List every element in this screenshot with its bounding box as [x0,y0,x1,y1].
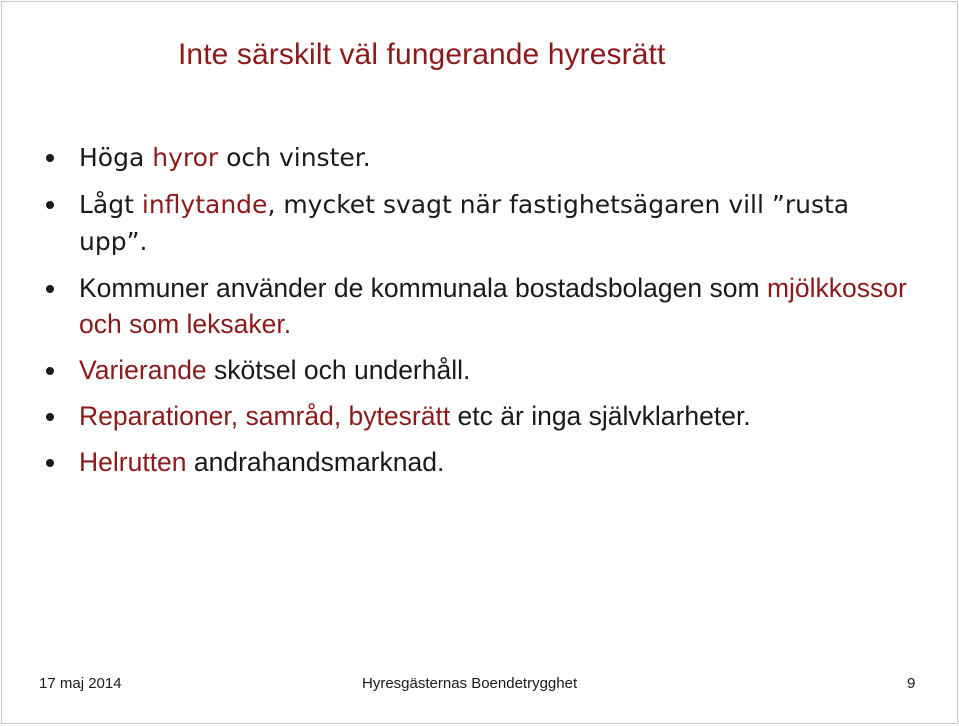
bullet-text: andrahandsmarknad. [186,447,445,477]
bullet-list [42,139,922,490]
bullet-item [42,139,922,176]
bullet-text: Kommuner använder de kommunala bostadsbolagen som [79,273,767,303]
bullet-text-highlight: Varierande [79,355,207,385]
bullet-text-highlight: inflytande [141,190,268,219]
bullet-text-highlight: Helrutten [79,447,187,477]
bullet-item [42,186,922,260]
bullet-text: etc är inga självklarheter. [450,401,751,431]
footer-organization: Hyresgästernas Boendetrygghet [362,675,578,692]
bullet-item [42,398,922,434]
bullet-dot-icon [46,285,54,293]
bullet-dot-icon [46,154,54,162]
bullet-item [42,352,922,388]
bullet-text-highlight: mjölkkossor och som leksaker. [79,273,907,339]
bullet-text: , mycket svagt när fastighetsägaren vill ”rusta upp”. [79,190,850,256]
bullet-text: Lågt [79,190,142,219]
bullet-dot-icon [46,459,54,467]
bullet-item [42,444,922,480]
bullet-text: skötsel och underhåll. [206,355,471,385]
bullet-text: Höga [79,143,153,172]
bullet-dot-icon [46,201,54,209]
footer-date: 17 maj 2014 [39,675,122,692]
slide [1,1,958,724]
page-number: 9 [907,675,916,692]
bullet-text-highlight: hyror [152,143,219,172]
bullet-text-highlight: Reparationer, samråd, bytesrätt [79,401,451,431]
bullet-dot-icon [46,413,54,421]
bullet-dot-icon [46,367,54,375]
slide-title: Inte särskilt väl fungerande hyresrätt [178,38,666,71]
bullet-text: och vinster. [218,143,371,172]
bullet-item [42,270,922,342]
